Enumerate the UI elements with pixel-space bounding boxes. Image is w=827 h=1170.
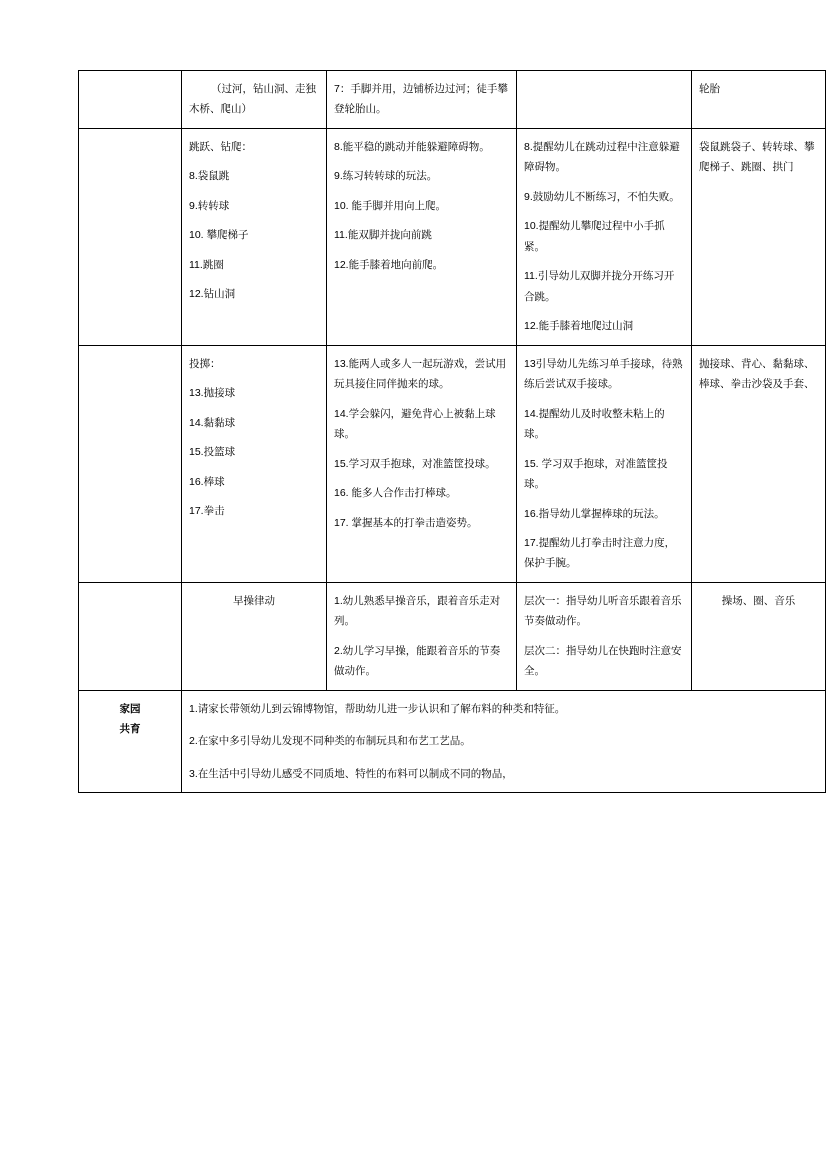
cell-text: 3.在生活中引导幼儿感受不同质地、特性的布料可以制成不同的物品， bbox=[189, 767, 513, 780]
row-tire-col-d bbox=[517, 71, 692, 129]
cell-text: 17.提醒幼儿打拳击时注意力度，保护手腕。 bbox=[524, 536, 676, 570]
cell-text: 1.请家长带领幼儿到云锦博物馆，帮助幼儿进一步认识和了解布料的种类和特征。 bbox=[189, 702, 566, 715]
cell-text: 抛接球、背心、黏黏球、棒球、拳击沙袋及手套、 bbox=[699, 357, 815, 391]
cell-text: 投掷： bbox=[189, 357, 221, 370]
cell-text: （过河，钻山洞、走独木桥、爬山） bbox=[189, 83, 316, 116]
cell-text: 袋鼠跳袋子、转转球、攀爬梯子、跳圈、拱门 bbox=[699, 140, 815, 174]
cell-text: 2.在家中多引导幼儿发现不同种类的布制玩具和布艺工艺品。 bbox=[189, 735, 471, 748]
row-jump-col-c bbox=[327, 128, 517, 345]
table-row bbox=[79, 128, 826, 345]
row-morning-col-b bbox=[182, 582, 327, 690]
cell-text: 2.幼儿学习早操，能跟着音乐的节奏做动作。 bbox=[334, 644, 501, 678]
table-row bbox=[79, 345, 826, 582]
cell-text: 12.能手膝着地爬过山洞 bbox=[524, 320, 634, 333]
row-morning-col-d bbox=[517, 582, 692, 690]
cell-text: 层次二：指导幼儿在快跑时注意安全。 bbox=[524, 644, 682, 678]
cell-text: 操场、圈、音乐 bbox=[721, 594, 796, 607]
cell-text: 11.能双脚并拢向前跳 bbox=[334, 229, 432, 242]
cell-text: 12.钻山洞 bbox=[189, 288, 236, 301]
cell-text: 16.棒球 bbox=[189, 475, 225, 488]
cell-text: 17. 掌握基本的打拳击造姿势。 bbox=[334, 516, 478, 529]
content-table bbox=[78, 70, 826, 793]
row-tire-col-a bbox=[79, 71, 182, 129]
table-row bbox=[79, 582, 826, 690]
cell-text: 8.能平稳的跳动并能躲避障碍物。 bbox=[334, 140, 490, 153]
row-morning-col-c bbox=[327, 582, 517, 690]
cell-text: 17.拳击 bbox=[189, 505, 225, 518]
cell-text: 轮胎 bbox=[699, 83, 720, 95]
cell-text: 9.鼓励幼儿不断练习，不怕失败。 bbox=[524, 190, 680, 203]
cell-text: 15. 学习双手抱球，对准篮筐投球。 bbox=[524, 457, 668, 491]
row-jump-col-e bbox=[692, 128, 826, 345]
cell-text: 10.提醒幼儿攀爬过程中小手抓紧。 bbox=[524, 220, 665, 253]
cell-text: 16. 能多人合作击打棒球。 bbox=[334, 487, 457, 500]
cell-text: 10. 能手脚并用向上爬。 bbox=[334, 199, 447, 212]
row-throw-col-e bbox=[692, 345, 826, 582]
row-throw-col-b bbox=[182, 345, 327, 582]
cell-text: 13引导幼儿先练习单手接球，待熟练后尝试双手接球。 bbox=[524, 357, 683, 391]
row-tire-col-e bbox=[692, 71, 826, 129]
cell-text: 9.转转球 bbox=[189, 199, 230, 212]
cell-text: 12.能手膝着地向前爬。 bbox=[334, 258, 444, 271]
cell-text: 8.提醒幼儿在跳动过程中注意躲避障碍物。 bbox=[524, 140, 680, 174]
row-tire-col-c bbox=[327, 71, 517, 129]
row-throw-col-c bbox=[327, 345, 517, 582]
cell-text: 13.能两人或多人一起玩游戏，尝试用玩具接住同伴抛来的球。 bbox=[334, 357, 507, 391]
row-jump-col-b bbox=[182, 128, 327, 345]
row-tire-col-b bbox=[182, 71, 327, 129]
cell-text: 14.黏黏球 bbox=[189, 416, 236, 429]
cell-text: 14.提醒幼儿及时收整未粘上的球。 bbox=[524, 407, 665, 441]
row-morning-col-e bbox=[692, 582, 826, 690]
cell-text: 15.投篮球 bbox=[189, 446, 236, 459]
row-morning-col-a bbox=[79, 582, 182, 690]
home-cooperation-label bbox=[79, 690, 182, 792]
cell-text: 早操律动 bbox=[233, 594, 275, 607]
cell-text: 11.跳圈 bbox=[189, 258, 224, 271]
cell-text: 11.引导幼儿双脚并拢分开练习开合跳。 bbox=[524, 270, 675, 303]
row-throw-col-d bbox=[517, 345, 692, 582]
cell-text: 8.袋鼠跳 bbox=[189, 170, 230, 183]
cell-text: 10. 攀爬梯子 bbox=[189, 229, 249, 242]
table-row-home-cooperation bbox=[79, 690, 826, 792]
row-throw-col-a bbox=[79, 345, 182, 582]
cell-text: 16.指导幼儿掌握棒球的玩法。 bbox=[524, 507, 665, 520]
table-row bbox=[79, 71, 826, 129]
label-line: 家园 bbox=[119, 702, 141, 715]
cell-text: 7：手脚并用，边铺桥边过河；徒手攀登轮胎山。 bbox=[334, 83, 508, 116]
row-jump-col-a bbox=[79, 128, 182, 345]
cell-text: 跳跃、钻爬： bbox=[189, 140, 252, 153]
cell-text: 9.练习转转球的玩法。 bbox=[334, 170, 438, 183]
row-jump-col-d bbox=[517, 128, 692, 345]
cell-text: 14.学会躲闪，避免背心上被黏上球球。 bbox=[334, 407, 496, 441]
cell-text: 13.抛接球 bbox=[189, 387, 236, 400]
cell-text: 15.学习双手抱球，对准篮筐投球。 bbox=[334, 457, 496, 470]
home-cooperation-body bbox=[182, 690, 826, 792]
cell-text: 1.幼儿熟悉早操音乐，跟着音乐走对列。 bbox=[334, 594, 501, 628]
label-line: 共育 bbox=[119, 723, 141, 736]
cell-text: 层次一：指导幼儿听音乐跟着音乐节奏做动作。 bbox=[524, 594, 682, 628]
